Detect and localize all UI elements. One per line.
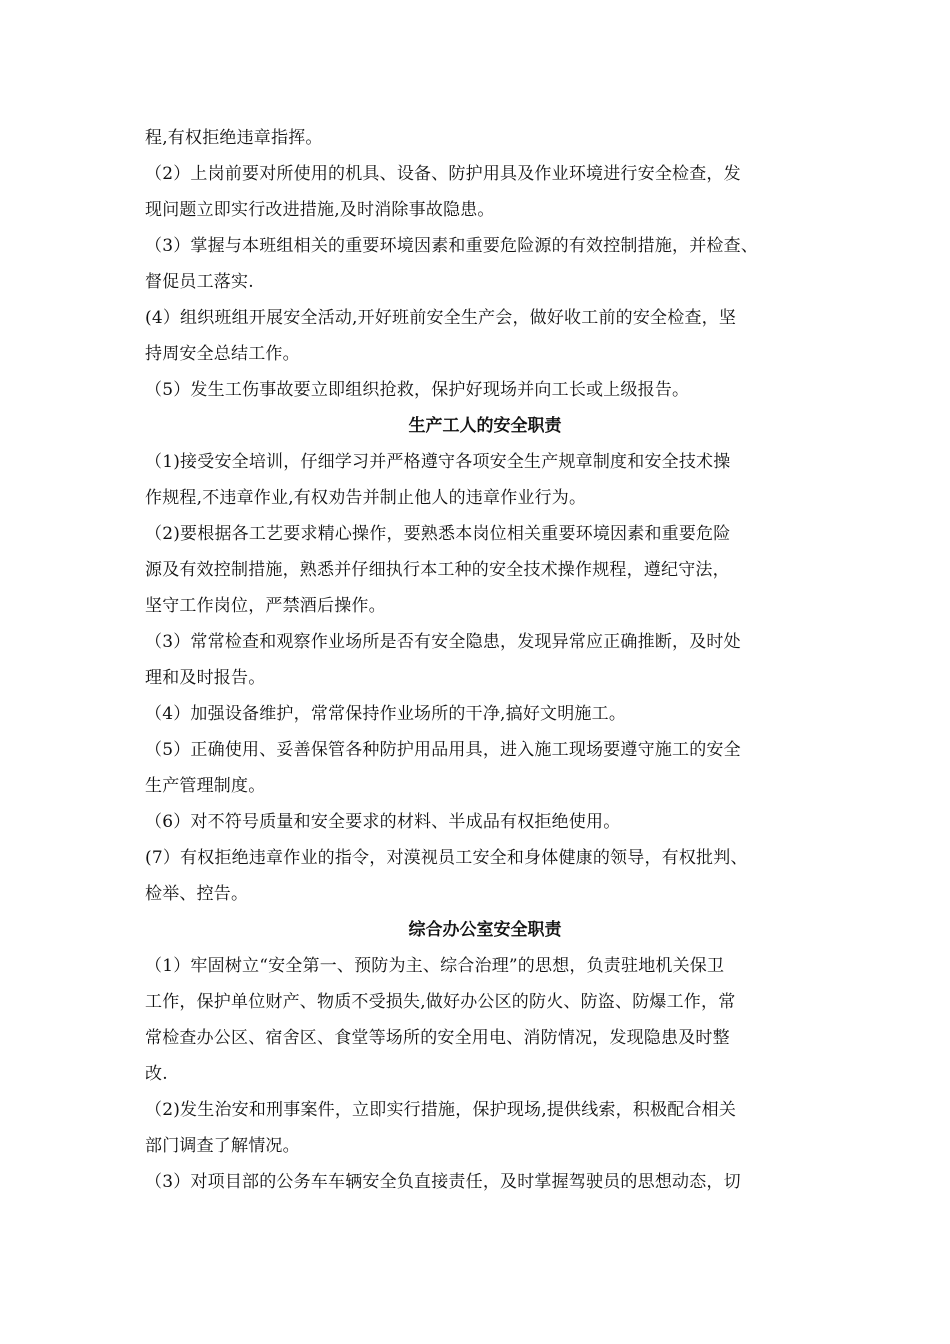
paragraph-line: （5）发生工伤事故要立即组织抢救，保护好现场并向工长或上级报告。 bbox=[145, 380, 690, 400]
document-body bbox=[145, 120, 825, 1200]
paragraph-line: （1）牢固树立“安全第一、预防为主、综合治理”的思想，负责驻地机关保卫 bbox=[145, 956, 725, 976]
paragraph-line: （3）常常检查和观察作业场所是否有安全隐患，发现异常应正确推断，及时处 bbox=[145, 632, 741, 652]
paragraph-line: （6）对不符号质量和安全要求的材料、半成品有权拒绝使用。 bbox=[145, 812, 621, 832]
paragraph-line: (4）组织班组开展安全活动,开好班前安全生产会，做好收工前的安全检查，坚 bbox=[145, 308, 737, 328]
paragraph-line: （2)要根据各工艺要求精心操作，要熟悉本岗位相关重要环境因素和重要危险 bbox=[145, 524, 731, 544]
paragraph-line: （3）对项目部的公务车车辆安全负直接责任，及时掌握驾驶员的思想动态，切 bbox=[145, 1172, 741, 1192]
paragraph-line: （2）上岗前要对所使用的机具、设备、防护用具及作业环境进行安全检查，发 bbox=[145, 164, 741, 184]
section-heading-general-office: 综合办公室安全职责 bbox=[408, 920, 562, 940]
paragraph-line: 持周安全总结工作。 bbox=[145, 344, 300, 364]
paragraph-line: 督促员工落实. bbox=[145, 272, 254, 292]
paragraph-line: 工作，保护单位财产、物质不受损失,做好办公区的防火、防盗、防爆工作，常 bbox=[145, 992, 736, 1012]
paragraph-line: 部门调查了解情况。 bbox=[145, 1136, 300, 1156]
paragraph-line: (7）有权拒绝违章作业的指令，对漠视员工安全和身体健康的领导，有权批判、 bbox=[145, 848, 748, 868]
paragraph-line: 常检查办公区、宿舍区、食堂等场所的安全用电、消防情况，发现隐患及时整 bbox=[145, 1028, 730, 1048]
paragraph-line: 程,有权拒绝违章指挥。 bbox=[145, 128, 323, 148]
paragraph-line: （2)发生治安和刑事案件，立即实行措施，保护现场,提供线索，积极配合相关 bbox=[145, 1100, 737, 1120]
paragraph-line: （1)接受安全培训，仔细学习并严格遵守各项安全生产规章制度和安全技术操 bbox=[145, 452, 731, 472]
paragraph-line: （5）正确使用、妥善保管各种防护用品用具，进入施工现场要遵守施工的安全 bbox=[145, 740, 741, 760]
paragraph-line: 现问题立即实行改进措施,及时消除事故隐患。 bbox=[145, 200, 495, 220]
paragraph-line: 生产管理制度。 bbox=[145, 776, 266, 796]
paragraph-line: （3）掌握与本班组相关的重要环境因素和重要危险源的有效控制措施，并检查、 bbox=[145, 236, 759, 256]
paragraph-line: 源及有效控制措施，熟悉并仔细执行本工种的安全技术操作规程，遵纪守法， bbox=[145, 560, 730, 580]
paragraph-line: 改. bbox=[145, 1064, 168, 1084]
paragraph-line: 检举、控告。 bbox=[145, 884, 249, 904]
section-heading-production-workers: 生产工人的安全职责 bbox=[408, 416, 562, 436]
paragraph-line: （4）加强设备维护，常常保持作业场所的干净,搞好文明施工。 bbox=[145, 704, 627, 724]
paragraph-line: 作规程,不违章作业,有权劝告并制止他人的违章作业行为。 bbox=[145, 488, 587, 508]
paragraph-line: 坚守工作岗位，严禁酒后操作。 bbox=[145, 596, 386, 616]
paragraph-line: 理和及时报告。 bbox=[145, 668, 266, 688]
